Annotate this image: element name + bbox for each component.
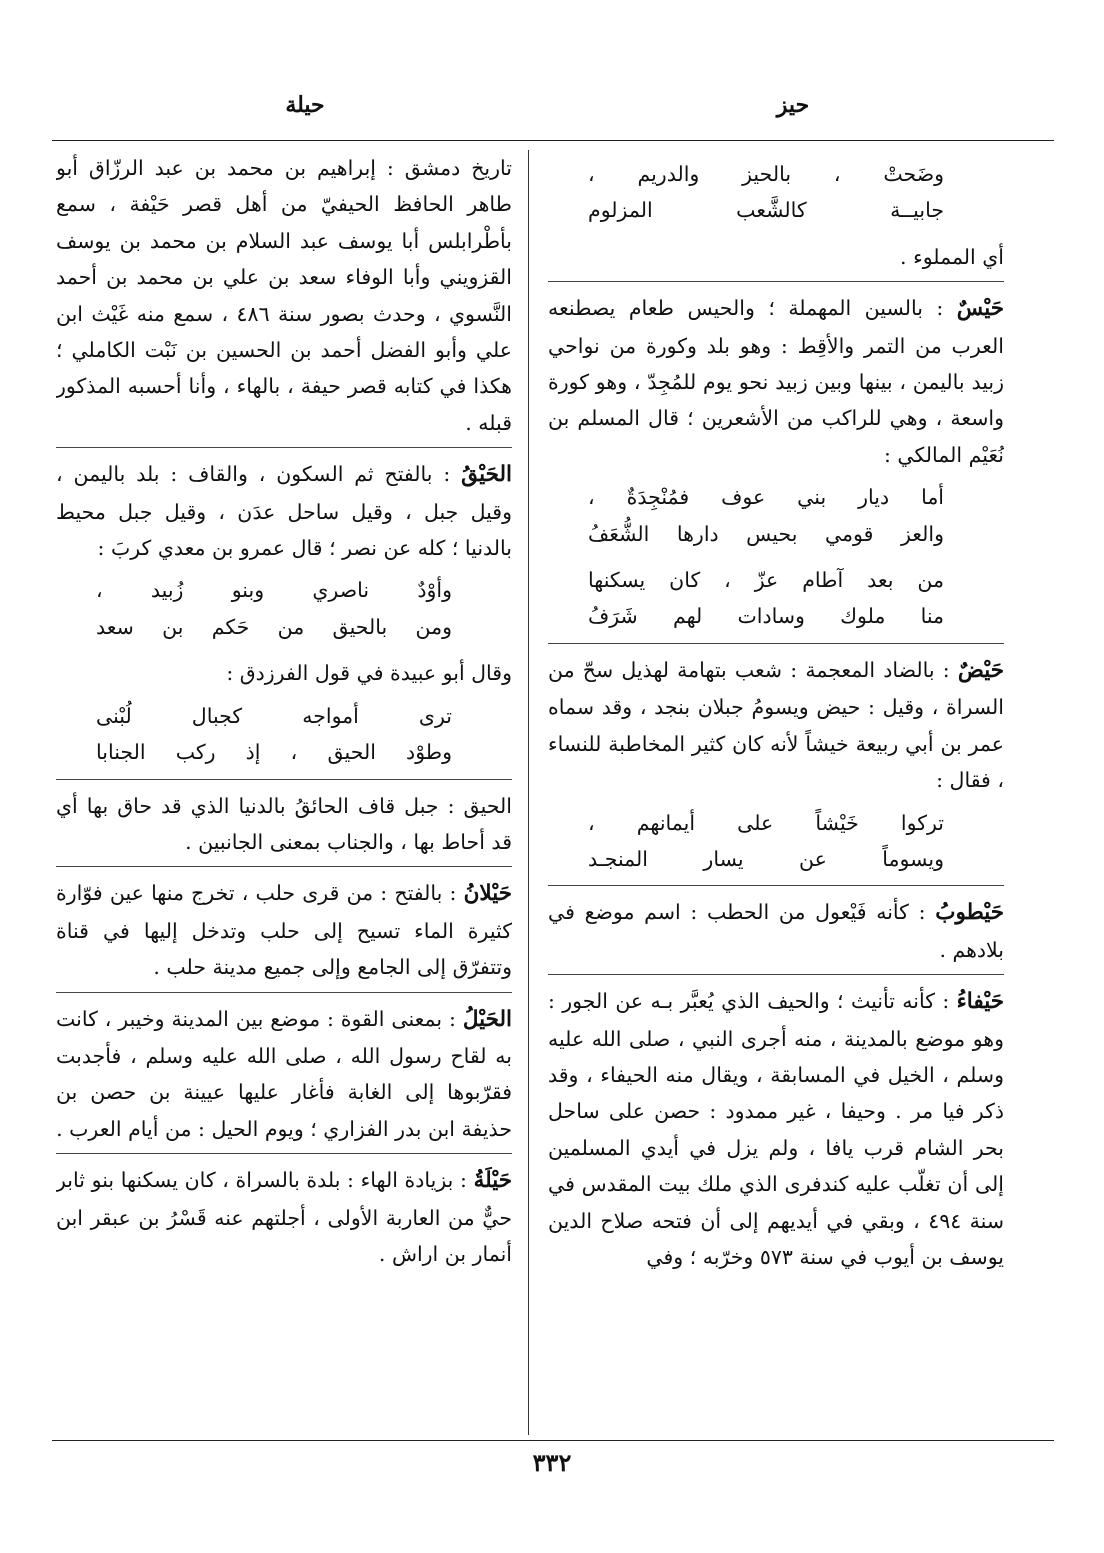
entry-text: : بالفتح ثم السكون ، والقاف : بلد باليمن ، وقيل جبل ، وقيل ساحل عدَن ، وقيل جبل محيط بالدنيا ؛ كله عن نصر ؛ قال عمرو بن معدي كربَ : [56,462,512,561]
paragraph [56,788,512,868]
entry-hayfa [548,983,1004,1275]
verse-line: منا ملوك وسادات لهم شَرَفُ [588,604,944,629]
entry-text: : بمعنى القوة : موضع بين المدينة وخيبر ، كانت به لقاح رسول الله ، صلى الله عليه وسلم ، فأجدبت فقرّبوها إلى الغابة فأغار عليها عيينة بن حصن بن حذيفة ابن بدر الفزاري ؛ ويوم الحيل : من أيام العرب . [56,1006,512,1141]
entry-text: : كأنه تأنيث ؛ والحيف الذي يُعبَّر بـه عن الجور : وهو موضع بالمدينة ، منه أجرى النبي ، صلى الله عليه وسلم ، الخيل في المسابقة ، ويقال منه الحيفاء ، وقد ذكر فيا مر . وحيفا ، غير ممدود : حصن على ساحل بحر الشام قرب يافا ، ولم يزل في أيدي المسلمين إلى أن تغلّب عليه كندفرى الذي ملك بيت المقدس في سنة ٤٩٤ ، وبقي في أيديهم إلى أن فتحه صلاح الدين يوسف بن أيوب في سنة ٥٧٣ وخرّبه ؛ وفي [548,989,1004,1269]
entry-text: : بالضاد المعجمة : شعب بتهامة لهذيل سحّ من السراة ، وقيل : حيض ويسومُ جبلان بنجد ، وقد سماه عمر بن أبي ربيعة خيشاً لأنه كان كثير المخاطبة للنساء ، فقال : [548,657,1004,793]
running-head-right: حيز [776,92,810,118]
headword: الحَيْلُ [462,1006,512,1032]
verse-block [548,562,1004,644]
top-rule [52,140,1054,141]
headword: حَيْفاءُ [956,989,1004,1015]
paragraph [56,655,512,691]
entry-text: : بالسين المهملة ؛ والحيس طعام يصطنعه العرب من التمر والأقِط : وهو بلد وكورة من نواحي زبيد باليمن ، بينها وبين زبيد نحو يوم للمُجِدّ ، وهو كورة واسعة ، وهي للراكب من الأشعرين ؛ قال المسلم بن نُعَيْم المالكي : [548,296,1004,467]
verse-line: وطوْد الحيق ، إذ ركب الجنابا [96,740,452,765]
left-column [56,150,512,1435]
verse-line: ترى أمواجه كجبال لُبْنى [96,703,452,728]
bottom-rule [52,1440,1054,1441]
verse-line: ومن بالحيق من حَكم بن سعد [96,614,452,639]
entry-text: : كأنه فَيْعول من الحطب : اسم موضع في بلادهم . [548,900,1004,962]
headword: حَيْطوبُ [935,900,1004,926]
paragraph [56,150,512,448]
paragraph [548,239,1004,282]
verse-line: أما ديار بني عوف فمُنْجِدَةٌ ، [588,485,944,510]
entry-haytub [548,894,1004,975]
headword: حَيْضٌ [957,657,1004,683]
page-number: ٣٣٢ [532,1448,572,1477]
entry-haylah [56,1162,512,1272]
entry-text: تاريخ دمشق : إبراهيم بن محمد بن عبد الرزّاق أبو طاهر الحافظ الحيفيّ من أهل قصر حَيْفة ، سمع بأطْرابلس أبا يوسف عبد السلام بن محمد بن يوسف القزويني وأبا الوفاء سعد بن علي بن محمد بن أحمد النَّسوي ، وحدث بصور سنة ٤٨٦ ، سمع منه غَيْث ابن علي وأبو الفضل أحمد بن الحسين بن نَبْت الكاملي ؛ هكذا في كتابه قصر حيفة ، بالهاء ، وأنا أحسبه المذكور قبله . [56,156,512,435]
verse-block [548,156,1004,229]
headword: حَيْلانُ [463,881,512,907]
entry-haylan [56,875,512,992]
running-head-left: حيلة [285,92,325,118]
entry-text: أي المملوء . [900,244,1004,269]
verse-block [56,572,512,645]
entry-text: وقال أبو عبيدة في قول الفرزدق : [226,661,512,686]
verse-block [548,805,1004,887]
entry-al-hayq [56,456,512,566]
entry-haysun [548,290,1004,473]
verse-block [548,479,1004,552]
headword: حَيْلَةُ [473,1168,512,1194]
headword: حَيْسٌ [956,296,1004,322]
right-column [548,150,1004,1435]
entry-text: : بالفتح : من قرى حلب ، تخرج منها عين فوّارة كثيرة الماء تسيح إلى حلب وتدخل إليها في قناة وتتفرّق إلى الجامع وإلى جميع مدينة حلب . [56,881,512,980]
verse-line: جابيــة كالشَّعب المزلوم [588,198,944,223]
verse-line: والعز قومي بحيس دارها الشُّعَفُ [588,521,944,546]
headword: الحَيْقُ [461,462,512,488]
verse-line: من بعد آطام عزّ ، كان يسكنها [588,568,944,593]
entry-haydun [548,652,1004,799]
entry-text: الحيق : جبل قاف الحائقُ بالدنيا الذي قد حاق بها أي قد أحاط بها ، والجناب بمعنى الجانبين . [56,793,512,854]
verse-line: تركوا خَيْشاً على أيمانهم ، [588,810,944,835]
entry-text: : بزيادة الهاء : بلدة بالسراة ، كان يسكنها بنو ثابر حيٌّ من العاربة الأولى ، أجلتهم عنه قَسْرُ بن عبقر ابن أنمار بن اراش . [56,1168,512,1266]
verse-line: ويسوماً عن يسار المنجـد [588,846,944,871]
verse-line: وضَحتْ ، بالحيز والدريم ، [588,162,944,186]
entry-al-hayl [56,1001,512,1155]
verse-block [56,698,512,780]
column-divider [528,150,529,1435]
verse-line: وأوْدٌ ناصري وبنو زُبيد ، [96,578,452,603]
